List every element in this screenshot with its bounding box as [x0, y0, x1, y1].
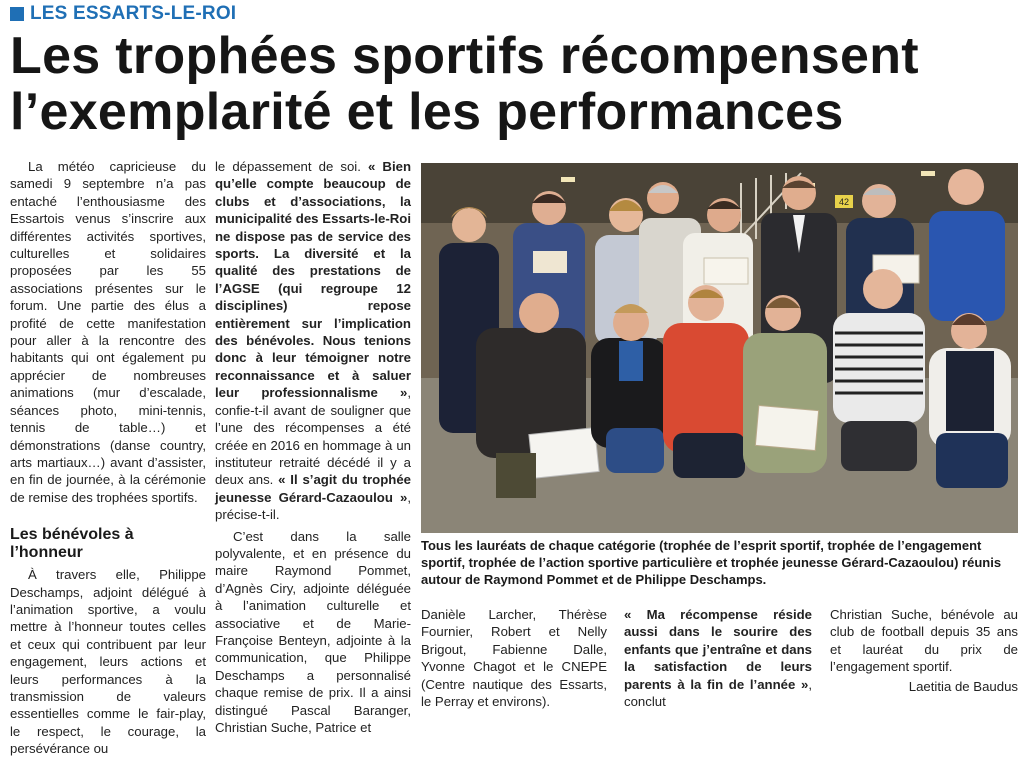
- paragraph-intro: La météo capricieuse du samedi 9 septembre n’a pas entaché l’enthousiasme des Essartois venus s’inscrire aux différentes activités sportives, culturelles et solidaires proposées par les 55 associations présentes sur le forum. Une partie des élus a profité de cette manifestation pour aller à la rencontre des habitants qui ont également pu apprécier de nombreuses animations (mur d’escalade, séances photo, mini-tennis, tennis de table…) et démonstrations (danse country, arts martiaux…) avant d’assister, en fin de journée, à la cérémonie de remise des trophées sportifs.: [10, 159, 206, 505]
- text-run: , précise-t-il.: [215, 489, 411, 523]
- article-column-1: [10, 158, 206, 758]
- text-run: , confie-t-il avant de souligner que l’une des récompenses a été créée en 2016 en hommage à un instituteur retraité décédé il y a deux ans.: [215, 385, 411, 488]
- paragraph-closing-quote: [624, 606, 812, 710]
- paragraph-laureates: Danièle Larcher, Thérèse Fournier, Robert et Nelly Brigout, Fabienne Dalle, Yvonne Chagot et le CNEPE (Centre nautique des Essarts, le Perray et environs).: [421, 607, 607, 710]
- quote-bold: « Bien qu’elle compte beaucoup de clubs et d’associations, la municipalité des Essarts-le-Roi ne dispose pas de service des sports. La diversité et la qualité des prestations de l’AGSE (qui regroupe 12 disciplines) repose entièrement sur l’implication des bénévoles. Nous tenions donc à leur témoigner notre reconnaissance et à saluer leur professionnalisme »: [215, 159, 412, 401]
- article-headline: [10, 28, 1010, 140]
- subheading-benevoles: Les bénévoles à l’honneur: [10, 526, 134, 562]
- bottom-column-3: [830, 606, 1018, 695]
- bottom-column-2: [624, 606, 812, 710]
- quote-bold-2: « Il s’agit du trophée jeunesse Gérard-Cazaoulou »: [215, 472, 411, 505]
- closing-quote-bold: « Ma récompense réside aussi dans le sourire des enfants que j’entraîne et dans la satisfaction de leurs parents à la fin de l’année »: [624, 607, 812, 692]
- paragraph-ceremony: C’est dans la salle polyvalente, et en présence du maire Raymond Pommet, d’Agnès Ciry, adjointe déléguée à l’animation culturelle et associative et de Marie-Françoise Benteyn, adjointe à la communication, que Philippe Deschamps a personnalisé chaque remise de prix. Il a ainsi distingué Pascal Baranger, Christian Suche, Patrice et: [215, 528, 411, 735]
- kicker-square-icon: [10, 7, 24, 21]
- bottom-column-1: [421, 606, 607, 710]
- wall-number: 42: [838, 197, 850, 207]
- paragraph-quote: [215, 158, 411, 524]
- section-kicker: [10, 3, 236, 25]
- photo-caption: Tous les lauréats de chaque catégorie (trophée de l’esprit sportif, trophée de l’engagement sportif, trophée de l’action sportive particulière et trophée jeunesse Gérard-Cazaoulou) réunis autour de Raymond Pommet et de Philippe Deschamps.: [421, 538, 1002, 587]
- headline-line-2: l’exemplarité et les performances: [10, 83, 844, 141]
- kicker-label: LES ESSARTS-LE-ROI: [30, 3, 237, 24]
- group-photo: [421, 163, 1018, 533]
- text-run: le dépassement de soi.: [215, 159, 368, 174]
- headline-line-1: Les trophées sportifs récompensent: [10, 27, 919, 85]
- author-signature: Laetitia de Baudus: [908, 678, 1018, 694]
- article-column-2: [215, 158, 411, 736]
- paragraph-benevoles: À travers elle, Philippe Deschamps, adjoint délégué à l’animation sportive, a voulu mettre à l’honneur toutes celles et ceux qui contribuent par leur engagement, leurs actions et leurs performances à la transmission de valeurs essentielles comme le fair-play, le respect, le courage, la persévérance ou: [10, 567, 206, 757]
- paragraph-suche: Christian Suche, bénévole au club de football depuis 35 ans et lauréat du prix de l’engagement sportif.: [830, 607, 1018, 675]
- group-photo-illustration: [421, 163, 1018, 533]
- text-run: , conclut: [624, 676, 812, 710]
